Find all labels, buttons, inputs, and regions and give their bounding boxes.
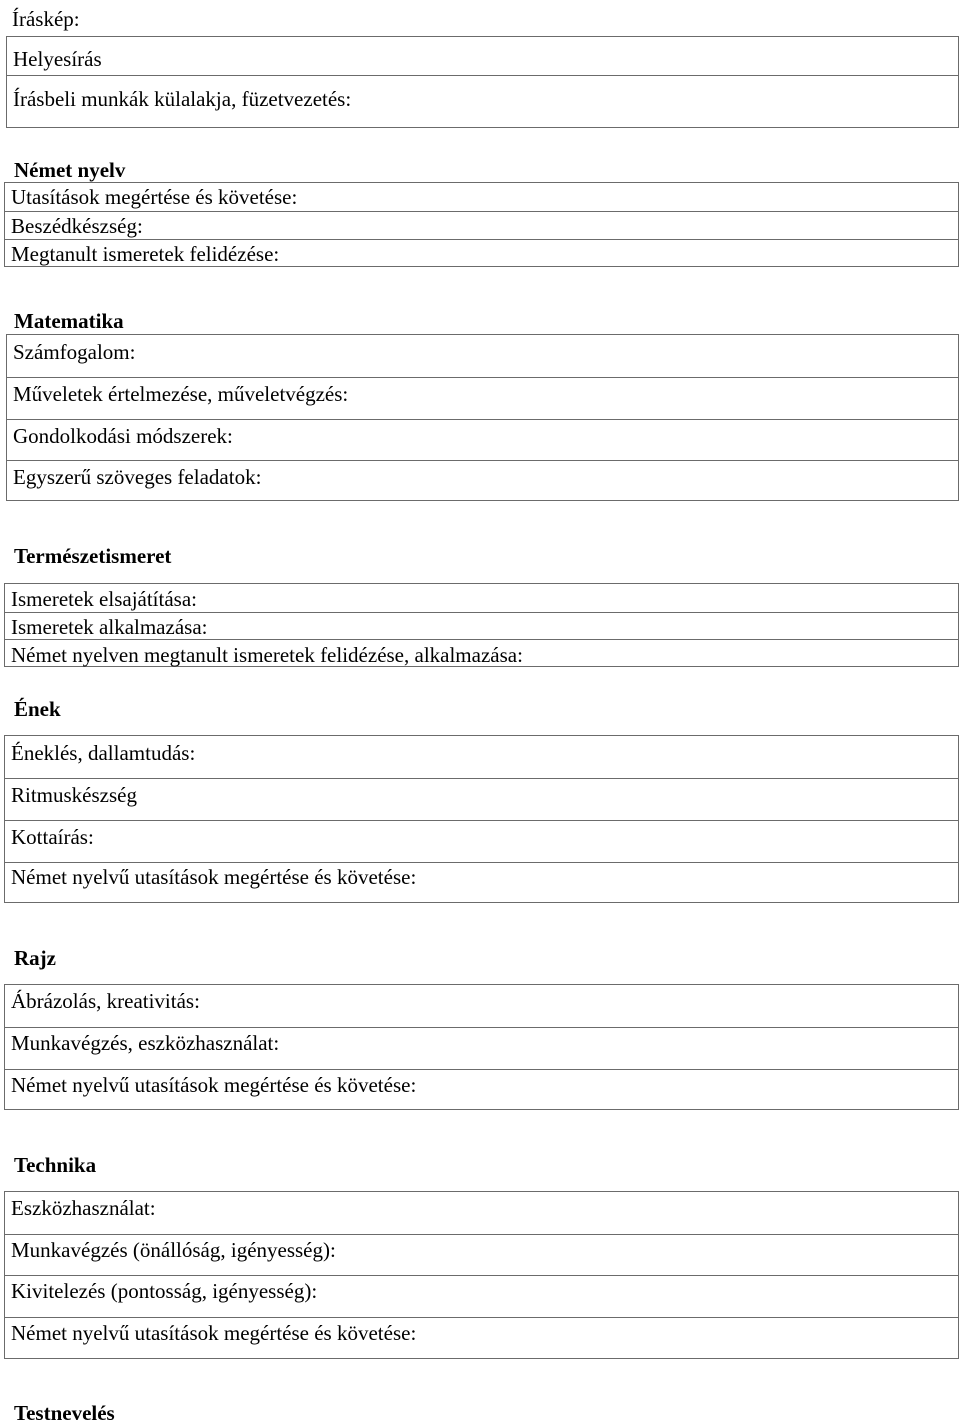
table-row xyxy=(5,736,958,778)
row-label: Egyszerű szöveges feladatok: xyxy=(13,465,262,489)
table-row xyxy=(5,211,958,239)
row-label: Eszközhasználat: xyxy=(11,1196,156,1220)
table-row xyxy=(5,1234,958,1275)
top-section-table xyxy=(6,36,959,128)
table-row xyxy=(5,183,958,211)
matematika-table xyxy=(6,334,959,501)
table-row xyxy=(7,377,958,419)
row-label: Műveletek értelmezése, műveletvégzés: xyxy=(13,382,349,406)
row-label: Német nyelvű utasítások megértése és követése: xyxy=(11,1321,417,1345)
enek-table xyxy=(4,735,959,903)
row-label: Ritmuskészség xyxy=(11,783,137,807)
table-row xyxy=(5,639,958,667)
section-title-matematika: Matematika xyxy=(14,309,124,333)
table-row xyxy=(5,612,958,639)
row-label: Munkavégzés, eszközhasználat: xyxy=(11,1031,280,1055)
table-row xyxy=(5,820,958,862)
row-label: Kivitelezés (pontosság, igényesség): xyxy=(11,1279,318,1303)
table-row xyxy=(5,1069,958,1110)
table-row xyxy=(5,862,958,903)
row-label: Helyesírás xyxy=(13,47,102,71)
row-label: Ismeretek alkalmazása: xyxy=(11,615,208,639)
row-label: Számfogalom: xyxy=(13,340,136,364)
rajz-table xyxy=(4,984,959,1110)
row-label: Német nyelven megtanult ismeretek felidézése, alkalmazása: xyxy=(11,643,523,667)
table-row xyxy=(5,1317,958,1359)
row-label: Írásbeli munkák külalakja, füzetvezetés: xyxy=(13,87,352,111)
technika-table xyxy=(4,1191,959,1359)
table-row xyxy=(7,335,958,377)
table-row xyxy=(7,75,958,127)
section-title-rajz: Rajz xyxy=(14,946,56,970)
table-row xyxy=(5,1192,958,1234)
row-label: Utasítások megértése és követése: xyxy=(11,185,298,209)
table-row xyxy=(7,419,958,460)
table-row xyxy=(5,778,958,820)
row-label: Megtanult ismeretek felidézése: xyxy=(11,242,280,266)
termeszetismeret-table xyxy=(4,583,959,667)
row-label: Ábrázolás, kreativitás: xyxy=(11,989,200,1013)
row-label: Ismeretek elsajátítása: xyxy=(11,587,197,611)
section-title-termeszetismeret: Természetismeret xyxy=(14,544,172,568)
row-label: Német nyelvű utasítások megértése és követése: xyxy=(11,865,417,889)
row-label: Kottaírás: xyxy=(11,825,94,849)
table-row xyxy=(5,985,958,1027)
section-title-enek: Ének xyxy=(14,697,61,721)
table-row xyxy=(7,460,958,501)
row-label: Gondolkodási módszerek: xyxy=(13,424,233,448)
table-row xyxy=(5,584,958,612)
section-title-testneveles: Testnevelés xyxy=(14,1401,115,1425)
row-label: Német nyelvű utasítások megértése és követése: xyxy=(11,1073,417,1097)
row-label: Munkavégzés (önállóság, igényesség): xyxy=(11,1238,336,1262)
row-label: Éneklés, dallamtudás: xyxy=(11,741,196,765)
table-row xyxy=(5,1275,958,1317)
table-row xyxy=(7,37,958,75)
row-label: Beszédkészség: xyxy=(11,214,143,238)
nemet-nyelv-table xyxy=(4,182,959,267)
table-row xyxy=(5,1027,958,1069)
section-title-nemet-nyelv: Német nyelv xyxy=(14,158,126,182)
section-title-technika: Technika xyxy=(14,1153,97,1177)
table-row xyxy=(5,239,958,267)
iraskep-label: Íráskép: xyxy=(12,7,80,31)
